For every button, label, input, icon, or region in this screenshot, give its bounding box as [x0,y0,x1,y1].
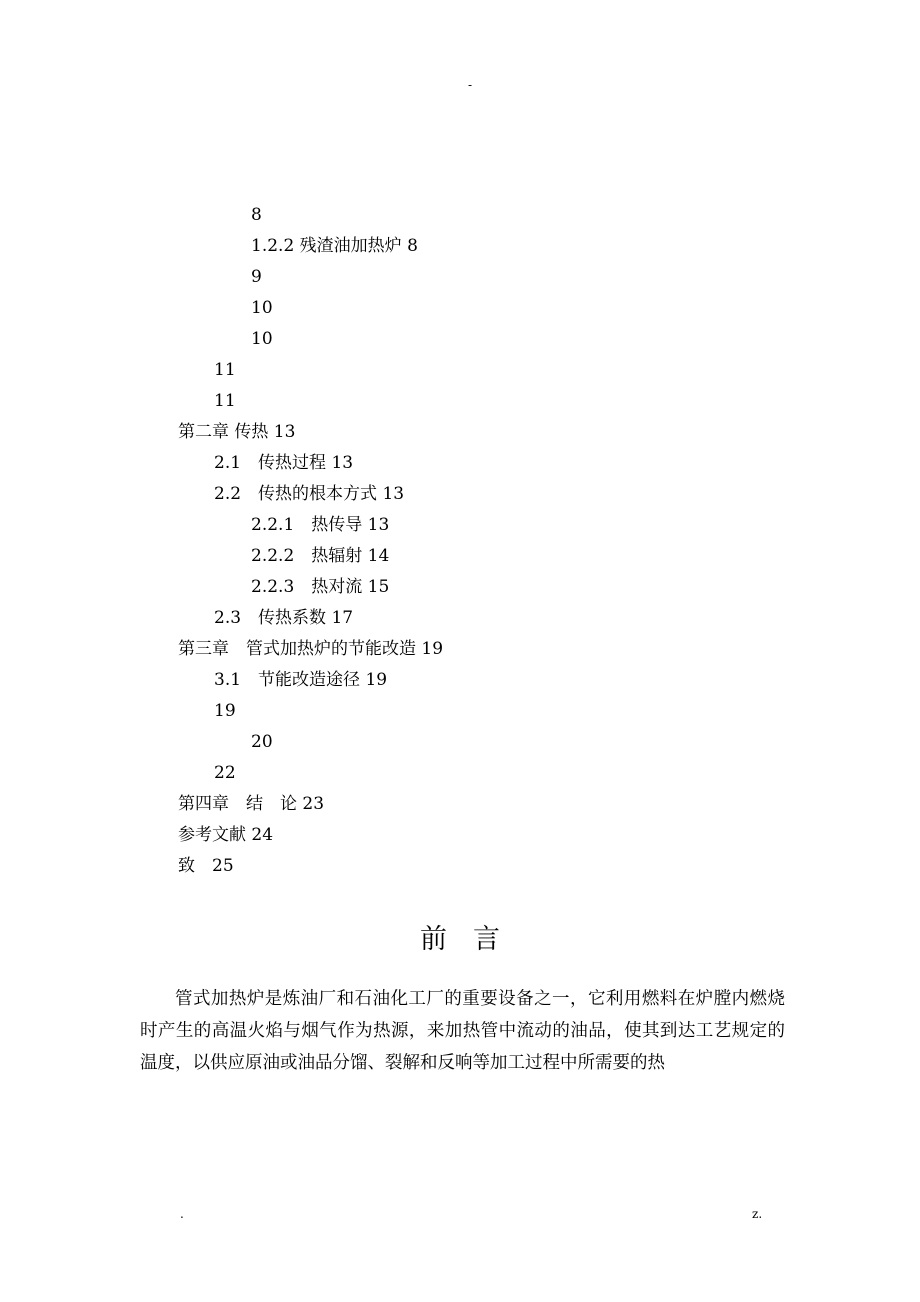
toc-entry: 2.2.2 热辐射 14 [251,546,390,566]
section-title: 前言 [420,924,526,955]
footer-left-mark: . [180,1207,184,1221]
toc-chapter: 第三章 管式加热炉的节能改造 19 [178,639,444,659]
toc-entry: 9 [251,267,262,287]
toc-chapter: 致 25 [178,856,234,876]
toc-entry: 22 [214,763,236,783]
toc-entry: 10 [251,298,273,318]
toc-entry: 11 [214,391,236,411]
toc-entry: 2.2 传热的根本方式 13 [214,484,405,504]
toc-entry: 2.1 传热过程 13 [214,453,354,473]
toc-entry: 8 [251,205,262,225]
toc-chapter: 第二章 传热 13 [178,422,296,442]
toc-entry: 2.2.3 热对流 15 [251,577,390,597]
toc-entry: 1.2.2 残渣油加热炉 8 [251,236,418,256]
toc-entry: 10 [251,329,273,349]
toc-entry: 20 [251,732,273,752]
footer-right-mark: z. [752,1207,763,1221]
body-paragraph: 管式加热炉是炼油厂和石油化工厂的重要设备之一，它利用燃料在炉膛内燃烧时产生的高温火焰与烟气作为热源，来加热管中流动的油品，使其到达工艺规定的温度，以供应原油或油品分馏、裂解和反响等加工过程中所需要的热 [140,989,785,1073]
toc-entry: 19 [214,701,236,721]
toc-entry: 11 [214,360,236,380]
toc-chapter: 参考文献 24 [178,825,274,845]
toc-chapter: 第四章 结 论 23 [178,794,325,814]
toc-entry: 3.1 节能改造途径 19 [214,670,388,690]
toc-entry: 2.2.1 热传导 13 [251,515,390,535]
toc-entry: 2.3 传热系数 17 [214,608,354,628]
page-header-mark: - [468,78,473,92]
